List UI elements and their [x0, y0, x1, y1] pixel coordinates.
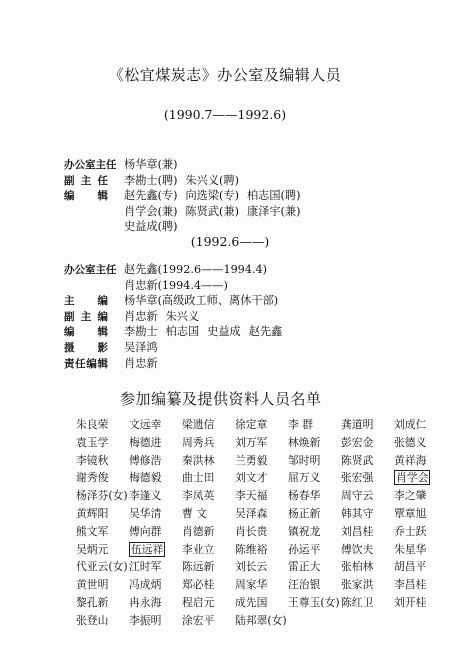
contributor-name: 肖学会: [396, 471, 429, 485]
contributor-name: 陈维裕: [235, 542, 268, 556]
staff-role: 摄影: [64, 341, 108, 354]
contributor-name: 肖德新: [182, 524, 215, 538]
staff-name: 肖忠新: [124, 356, 158, 370]
contributor-name: 刘昌桂: [341, 524, 374, 538]
contributor-name: 朱星华: [394, 542, 427, 556]
contributor-name: 成先国: [235, 595, 268, 609]
staff-row: [64, 204, 444, 220]
contributors-grid: [76, 417, 429, 630]
contributor-name: 吴泽森: [235, 506, 268, 520]
staff-name: 朱兴义: [165, 309, 200, 323]
contributor-name: 彭宏金: [341, 435, 374, 449]
staff-names: [124, 188, 308, 204]
staff-name: 杨华章(高级政工师、离休干部): [124, 294, 279, 308]
staff-names: [124, 293, 286, 309]
contributor-name: 熊文军: [76, 524, 109, 538]
staff-row: [64, 173, 444, 189]
contributor-name: 兰勇毅: [235, 453, 268, 467]
contributor-name: 张德义: [394, 435, 427, 449]
contributor-name: 陈远新: [182, 560, 215, 574]
contributor-name: 汪治银: [288, 578, 321, 592]
period-2: (1992.6——): [190, 234, 270, 249]
staff-row: [64, 262, 444, 278]
staff-name: 肖忠新: [124, 309, 158, 323]
contributor-name: 梁遗信: [182, 418, 215, 431]
contributor-name: 李昌桂: [394, 578, 427, 592]
contributor-name: 邹时明: [288, 453, 321, 467]
contributor-name: 郑必桂: [182, 578, 215, 592]
contributor-name: 江时军: [129, 560, 162, 574]
contributor-name: 傅修浩: [129, 453, 162, 467]
contributor-name: 秦洪林: [182, 453, 215, 467]
contributor-name: 周守云: [341, 489, 374, 503]
contributor-name: 镇祝龙: [288, 524, 321, 538]
contributor-name: 李镜秋: [76, 453, 109, 467]
contributor-name: 雷正大: [288, 560, 321, 574]
staff-name: 向选梁(专): [185, 189, 239, 203]
contributor-name: 冉永海: [129, 595, 162, 609]
page-title: 《松宜煤炭志》办公室及编辑人员: [108, 66, 342, 84]
contributor-name: 杨正新: [288, 506, 321, 520]
contributor-name: 黎孔新: [76, 595, 109, 609]
staff-name: 柏志国: [165, 325, 200, 339]
contributor-name: 张家洪: [341, 578, 374, 592]
contributor-name: 张宏强: [341, 471, 374, 485]
contributor-name: 刘开桂: [394, 595, 427, 609]
contributor-name: 刘长云: [235, 560, 268, 574]
contributor-name: 李业立: [182, 542, 215, 556]
contributor-name: 袁玉学: [76, 435, 109, 449]
contributor-name: 傅向群: [129, 524, 162, 538]
contributor-name: 龚道明: [341, 418, 374, 431]
staff-role: 编辑: [64, 190, 108, 203]
contributor-name: 杨泽芬(女): [76, 489, 128, 503]
staff-name: 肖学会(兼): [124, 204, 178, 218]
staff-name: 李勘士: [124, 325, 158, 339]
staff-name: 陈贤武(兼): [185, 204, 239, 218]
staff-names: [124, 262, 275, 278]
contributor-name: 梅德进: [129, 435, 162, 449]
staff-role: 办公室主任: [64, 159, 117, 171]
staff-names: [124, 309, 207, 325]
contributor-name: 刘万军: [235, 435, 268, 449]
contributor-name: 周秀兵: [182, 435, 215, 449]
contributor-name: 涂宏平: [182, 613, 215, 627]
staff-role: 责任编辑: [64, 357, 108, 370]
contributor-name: 李 群: [288, 418, 314, 431]
staff-names: [124, 324, 290, 340]
contributor-name: 李逢义: [129, 489, 162, 503]
staff-row: [64, 219, 444, 235]
contributor-name: 刘文才: [235, 471, 268, 485]
staff-list-1: [64, 157, 444, 235]
staff-row: [64, 188, 444, 204]
contributors-title: 参加编纂及提供资料人员名单: [120, 390, 322, 408]
staff-row: [64, 278, 444, 294]
staff-name: 李勘士(聘): [124, 173, 178, 187]
staff-name: 杨华章(兼): [124, 158, 178, 171]
staff-names: [124, 204, 308, 220]
contributor-name: 杨春华: [288, 489, 321, 503]
staff-names: [124, 356, 166, 372]
contributor-name: 孙运平: [288, 542, 321, 556]
staff-name: 朱兴义(聘): [185, 173, 239, 187]
contributor-name: 徐定章: [235, 418, 268, 431]
staff-name: 史益成: [207, 325, 241, 339]
staff-name: 吴泽鸿: [124, 340, 158, 354]
staff-name: 柏志国(聘): [246, 189, 301, 203]
contributor-name: 陆邦翠(女): [235, 613, 287, 627]
staff-name: 康泽宇(兼): [246, 204, 301, 218]
staff-name: 赵先鑫: [248, 325, 283, 339]
contributor-name: 黄祥海: [394, 453, 427, 467]
staff-row: [64, 293, 444, 309]
contributor-name: 陈贤武: [341, 453, 374, 467]
staff-list-2: [64, 262, 444, 371]
staff-names: [124, 173, 247, 189]
contributor-name: 程启元: [182, 595, 215, 609]
contributor-name: 梅德毅: [129, 471, 162, 485]
contributor-name: 吴华清: [129, 506, 162, 520]
staff-role: 主编: [64, 295, 108, 308]
contributor-name: 刘成仁: [394, 418, 427, 431]
contributor-name: 吴炳元: [76, 542, 109, 556]
contributor-name: 文远幸: [129, 418, 162, 431]
period-1: (1990.7——1992.6): [163, 107, 287, 122]
contributor-name: 肖长贵: [235, 524, 268, 538]
staff-role: 办公室主任: [64, 264, 117, 276]
staff-names: [124, 219, 185, 235]
contributor-name: 曲士田: [182, 471, 215, 485]
contributor-name: 黄世明: [76, 578, 109, 592]
staff-name: 赵先鑫(专): [124, 189, 178, 203]
contributor-name: 乔士跃: [394, 524, 427, 538]
staff-row: [64, 356, 444, 372]
contributor-name: 谢秀俊: [76, 471, 109, 485]
contributor-name: 李之肇: [394, 489, 427, 503]
contributor-name: 冯成炳: [129, 578, 162, 592]
staff-names: [124, 157, 185, 173]
contributor-name: 李凤英: [182, 489, 215, 503]
staff-name: 史益成(聘): [124, 220, 178, 234]
contributor-name: 傅饮夫: [341, 542, 374, 556]
contributor-name: 李振明: [129, 613, 162, 627]
contributor-name: 王尊玉(女): [288, 595, 340, 609]
staff-names: [124, 340, 166, 356]
contributor-name: 覃章旭: [394, 506, 427, 520]
staff-role: 编辑: [64, 326, 108, 339]
contributor-name: 胡昌平: [394, 560, 427, 574]
contributor-name: 陈红卫: [341, 595, 374, 609]
contributor-name: 屈万义: [288, 471, 321, 485]
staff-role: 副主编: [64, 310, 108, 323]
contributor-name: 林焕新: [288, 435, 321, 449]
staff-role: 副主任: [64, 174, 108, 187]
contributor-name: 曹 文: [182, 506, 208, 520]
contributor-name: 代亚云(女): [76, 560, 128, 574]
contributor-name: 伍远祥: [131, 542, 164, 556]
contributor-name: 韩其守: [341, 506, 374, 520]
staff-row: [64, 340, 444, 356]
staff-name: 肖忠新(1994.4——): [124, 278, 228, 292]
staff-name: 赵先鑫(1992.6——1994.4): [124, 263, 267, 276]
staff-names: [124, 278, 236, 294]
contributor-name: 黄辉阳: [76, 506, 109, 520]
contributor-name: 朱良荣: [76, 418, 109, 431]
staff-row: [64, 309, 444, 325]
staff-row: [64, 324, 444, 340]
contributor-name: 张柏林: [341, 560, 374, 574]
contributor-name: 李天福: [235, 489, 268, 503]
contributor-name: 张登山: [76, 613, 109, 627]
contributor-name: 周家华: [235, 578, 268, 592]
staff-row: [64, 157, 444, 173]
